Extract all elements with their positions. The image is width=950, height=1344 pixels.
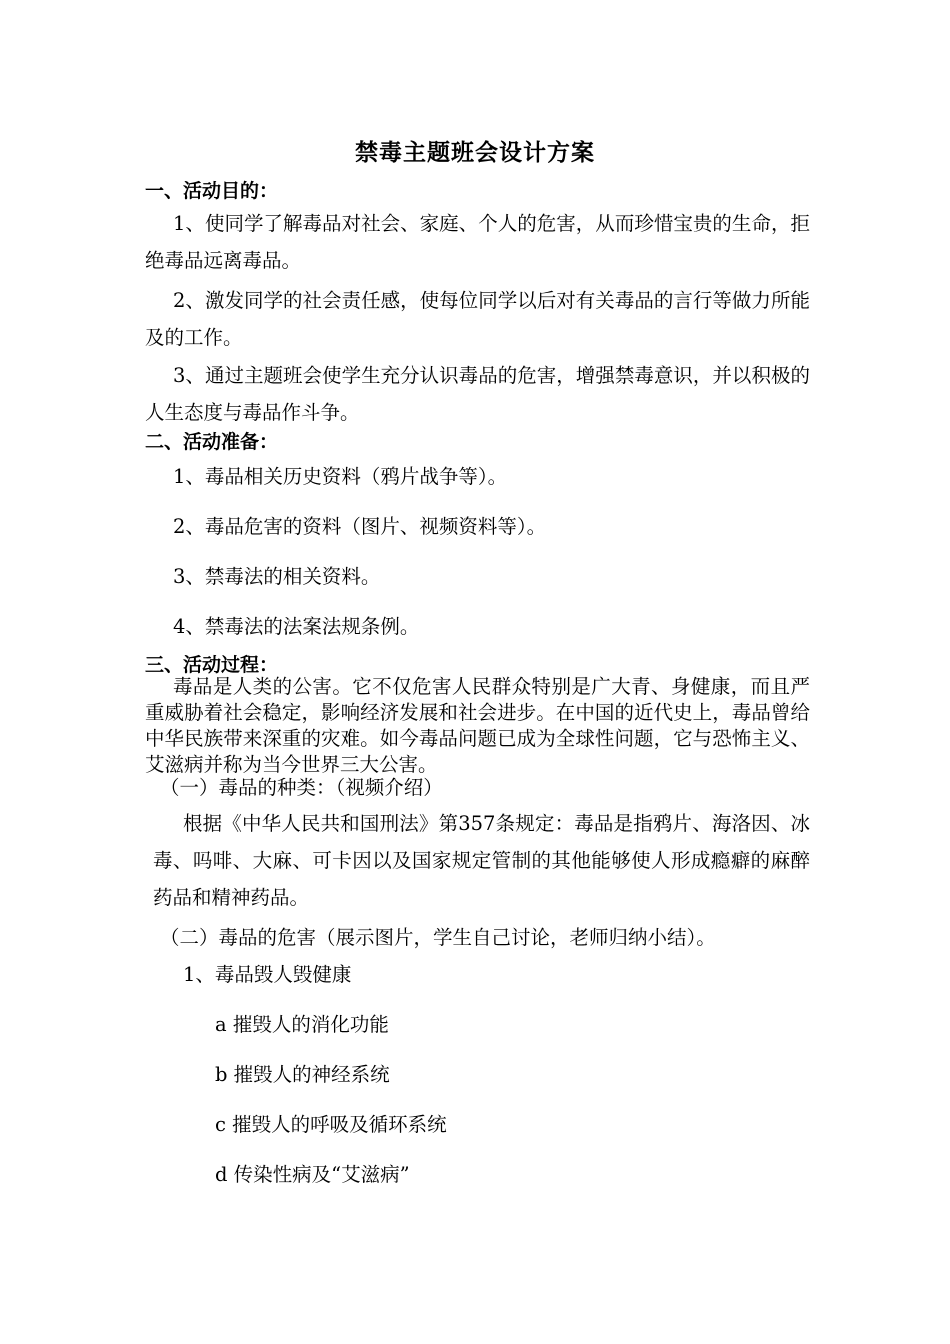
preparation-item-3: 3、禁毒法的相关资料。 xyxy=(173,565,381,588)
section-heading-process: 三、活动过程： xyxy=(145,654,279,676)
sub-heading-drug-harms: （二）毒品的危害（展示图片，学生自己讨论，老师归纳小结）。 xyxy=(160,926,716,949)
harm-item-b: b 摧毁人的神经系统 xyxy=(215,1063,390,1086)
preparation-item-4: 4、禁毒法的法案法规条例。 xyxy=(173,615,420,638)
purpose-item-1: 1、使同学了解毒品对社会、家庭、个人的危害，从而珍惜宝贵的生命，拒绝毒品远离毒品。 xyxy=(145,212,810,272)
harm-heading-health: 1、毒品毁人毁健康 xyxy=(183,963,352,986)
document-title: 禁毒主题班会设计方案 xyxy=(355,140,595,166)
preparation-item-1: 1、毒品相关历史资料（鸦片战争等）。 xyxy=(173,465,508,488)
purpose-item-2: 2、激发同学的社会责任感，使每位同学以后对有关毒品的言行等做力所能及的工作。 xyxy=(145,289,810,349)
section-heading-purpose: 一、活动目的： xyxy=(145,180,279,202)
harm-item-d: d 传染性病及“艾滋病” xyxy=(215,1163,410,1186)
harm-item-a: a 摧毁人的消化功能 xyxy=(215,1013,389,1036)
purpose-item-3: 3、通过主题班会使学生充分认识毒品的危害，增强禁毒意识，并以积极的人生态度与毒品作斗争。 xyxy=(145,364,810,424)
drug-types-text: 根据《中华人民共和国刑法》第357条规定：毒品是指鸦片、海洛因、冰毒、吗啡、大麻、可卡因以及国家规定管制的其他能够使人形成瘾癖的麻醉药品和精神药品。 xyxy=(153,812,810,909)
preparation-item-2: 2、毒品危害的资料（图片、视频资料等）。 xyxy=(173,515,547,538)
section-heading-preparation: 二、活动准备： xyxy=(145,431,279,453)
sub-heading-drug-types: （一）毒品的种类：（视频介绍） xyxy=(160,776,443,799)
process-intro: 毒品是人类的公害。它不仅危害人民群众特别是广大青、身健康，而且严重威胁着社会稳定，影响经济发展和社会进步。在中国的近代史上，毒品曾给中华民族带来深重的灾难。如今毒品问题已成为全球性问题，它与恐怖主义、艾滋病并称为当今世界三大公害。 xyxy=(145,675,810,776)
harm-item-c: c 摧毁人的呼吸及循环系统 xyxy=(215,1113,447,1136)
